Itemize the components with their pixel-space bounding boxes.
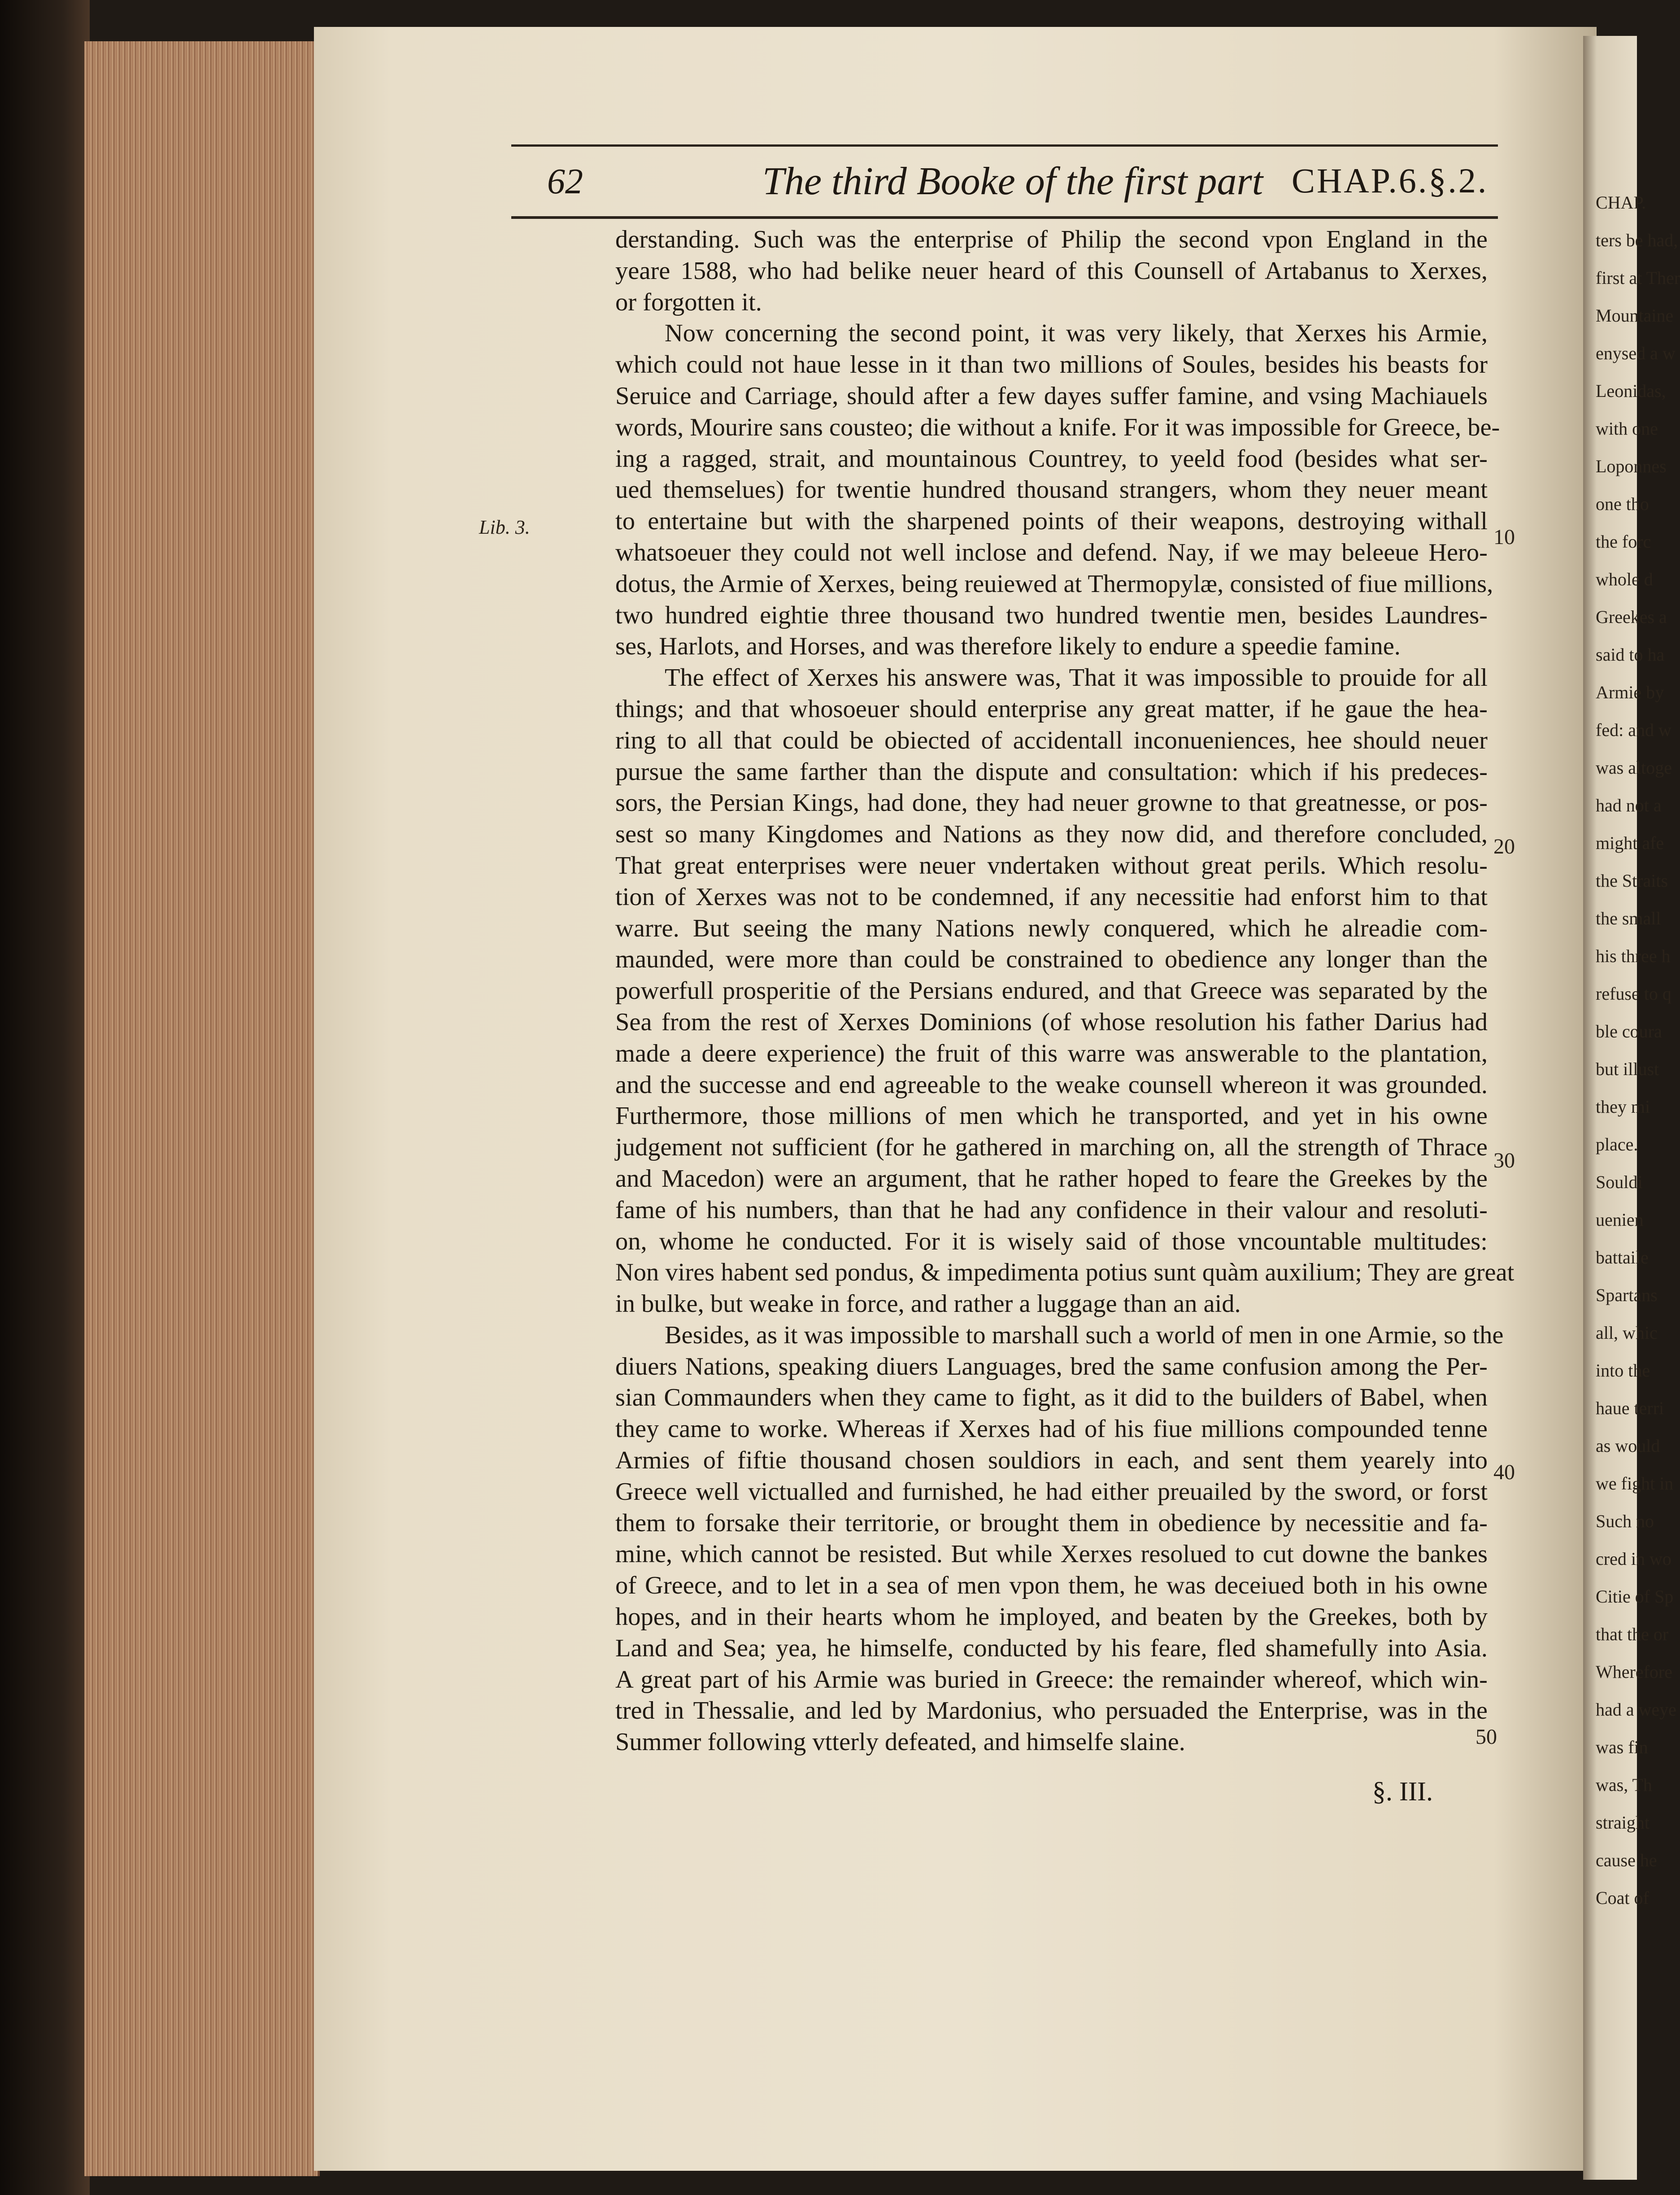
text-line: of Greece, and to let in a sea of men vpon them, he was deceiued both in his owne <box>615 1572 1488 1600</box>
facing-page-line: Souldi <box>1596 1172 1643 1192</box>
facing-page-line: the Straits <box>1596 871 1668 891</box>
text-line: Land and Sea; yea, he himselfe, conducted by his feare, fled shamefully into Asia. <box>615 1634 1488 1662</box>
text-line: ued themselues) for twentie hundred thousand strangers, whom they neuer meant <box>615 476 1488 504</box>
facing-page-line: had a weye <box>1596 1699 1676 1720</box>
text-line: tion of Xerxes was not to be condemned, if any necessitie had enforst him to that <box>615 883 1488 911</box>
text-line: pursue the same farther than the dispute and consultation: which if his predeces- <box>615 758 1488 786</box>
text-line: Non vires habent sed pondus, & impedimenta potius sunt quàm auxilium; They are great <box>615 1259 1515 1287</box>
text-line: to entertaine but with the sharpened points of their weapons, destroying withall <box>615 507 1488 536</box>
facing-page-line: was fin <box>1596 1737 1648 1757</box>
facing-page-line: enysed a w <box>1596 343 1676 363</box>
text-line: The effect of Xerxes his answere was, That it was impossible to prouide for all <box>665 664 1488 692</box>
text-line: Seruice and Carriage, should after a few dayes suffer famine, and vsing Machiauels <box>615 382 1488 410</box>
running-title: The third Booke of the first part <box>762 160 1263 203</box>
facing-page-line: had not a <box>1596 795 1662 815</box>
text-line: or forgotten it. <box>615 288 762 316</box>
facing-page-line: first at Ther <box>1596 268 1680 288</box>
text-line: mine, which cannot be resisted. But while Xerxes resolued to cut downe the bankes <box>615 1540 1488 1568</box>
text-line: Now concerning the second point, it was very likely, that Xerxes his Armie, <box>665 319 1488 348</box>
facing-page-line: haue terri <box>1596 1398 1664 1418</box>
text-line: hopes, and in their hearts whom he imployed, and beaten by the Greekes, both by <box>615 1603 1488 1631</box>
facing-page-line: uenien <box>1596 1210 1644 1230</box>
facing-page-line: into the <box>1596 1360 1650 1381</box>
facing-page-line: place. <box>1596 1134 1638 1154</box>
facing-page-line: with one <box>1596 418 1658 439</box>
facing-page-line: Wherefore <box>1596 1662 1672 1682</box>
facing-page-line: Spartans <box>1596 1285 1658 1305</box>
header-rule-bottom <box>511 216 1498 219</box>
facing-page-line: cred in wo <box>1596 1549 1671 1569</box>
text-line: and the successe and end agreeable to the weake counsell whereon it was grounded. <box>615 1071 1488 1099</box>
text-line: ses, Harlots, and Horses, and was therefore likely to endure a speedie famine. <box>615 632 1401 661</box>
running-header <box>511 152 1498 211</box>
text-line: maunded, were more than could be constrained to obedience any longer than the <box>615 945 1488 974</box>
text-line: which could not haue lesse in it than two millions of Soules, besides his beasts for <box>615 351 1488 379</box>
line-number-50: 50 <box>1475 1725 1497 1749</box>
facing-page-line: straight <box>1596 1812 1650 1833</box>
text-line: ring to all that could be obiected of accidentall inconueniences, hee should neuer <box>615 726 1488 754</box>
facing-page-line: the small <box>1596 908 1661 928</box>
facing-page-line: was, Th <box>1596 1775 1652 1795</box>
facing-page-line: fed: and w <box>1596 720 1671 740</box>
text-line: dotus, the Armie of Xerxes, being reuiewed at Thermopylæ, consisted of fiue millions, <box>615 570 1493 598</box>
text-line: sest so many Kingdomes and Nations as they now did, and therefore concluded, <box>615 820 1488 849</box>
facing-page-line: all, whic <box>1596 1323 1658 1343</box>
facing-page-line: battaile <box>1596 1247 1649 1267</box>
facing-page-line: refuse to q <box>1596 984 1671 1004</box>
facing-page-line: Leonidas, <box>1596 381 1666 401</box>
facing-page-line: whole d <box>1596 569 1653 589</box>
text-line: and Macedon) were an argument, that he rather hoped to feare the Greekes by the <box>615 1164 1488 1193</box>
text-line: two hundred eightie three thousand two hundred twentie men, besides Laundres- <box>615 601 1488 629</box>
facing-page-line: CHAP. <box>1596 192 1646 213</box>
text-line: tred in Thessalie, and led by Mardonius, who persuaded the Enterprise, was in the <box>615 1697 1488 1725</box>
chapter-reference: CHAP.6.§.2. <box>1292 161 1488 200</box>
facing-page-line: Loponnes <box>1596 456 1667 476</box>
line-number-40: 40 <box>1493 1460 1515 1484</box>
facing-page-line: said to ha <box>1596 645 1665 665</box>
page-block-edge <box>84 41 320 2176</box>
text-line: A great part of his Armie was buried in Greece: the remainder whereof, which win- <box>615 1665 1488 1694</box>
book-binding <box>0 0 90 2195</box>
facing-page-line: that the or <box>1596 1624 1669 1644</box>
facing-page-line: Coat of <box>1596 1888 1649 1908</box>
facing-page-line: might afe <box>1596 833 1664 853</box>
text-line: judgement not sufficient (for he gathered in marching on, all the strength of Thrace <box>615 1133 1488 1162</box>
facing-page-line: his three h <box>1596 946 1671 966</box>
text-line: in bulke, but weake in force, and rather a luggage than an aid. <box>615 1290 1241 1318</box>
text-line: they came to worke. Whereas if Xerxes had of his fiue millions compounded tenne <box>615 1415 1488 1443</box>
facing-page-text <box>1583 36 1680 1917</box>
text-line: whatsoeuer they could not well inclose and defend. Nay, if we may beleeue Hero- <box>615 538 1488 566</box>
facing-page-line: Greekes a <box>1596 607 1667 627</box>
facing-page-line: cause he <box>1596 1850 1657 1870</box>
facing-page-line: the forc <box>1596 531 1651 552</box>
facing-page-line: Citie of Sp <box>1596 1586 1674 1607</box>
margin-note: Lib. 3. <box>479 516 530 538</box>
facing-page-line: they mi <box>1596 1097 1650 1117</box>
line-number-10: 10 <box>1493 525 1515 549</box>
line-number-30: 30 <box>1493 1149 1515 1172</box>
facing-page-line: was altoge <box>1596 758 1672 778</box>
text-line: fame of his numbers, than that he had any confidence in their valour and resoluti- <box>615 1196 1488 1224</box>
line-number-20: 20 <box>1493 835 1515 858</box>
text-line: things; and that whosoeuer should enterprise any great matter, if he gaue the hea- <box>615 695 1488 723</box>
text-line: Besides, as it was impossible to marshall such a world of men in one Armie, so the <box>665 1321 1504 1349</box>
text-line: That great enterprises were neuer vndertaken without great perils. Which resolu- <box>615 851 1488 880</box>
text-line: on, whome he conducted. For it is wisely said of those vncountable multitudes: <box>615 1227 1488 1255</box>
facing-page-line: Such no <box>1596 1511 1654 1531</box>
facing-page-line: Armie by <box>1596 682 1664 702</box>
page-number: 62 <box>547 162 583 201</box>
facing-page-line: as would <box>1596 1436 1660 1456</box>
text-line: Summer following vtterly defeated, and himselfe slaine. <box>615 1728 1185 1756</box>
text-line: words, Mourire sans cousteo; die without a knife. For it was impossible for Greece, be- <box>615 413 1500 441</box>
facing-page-line: one tho <box>1596 494 1649 514</box>
facing-page-fragment <box>1583 36 1680 2180</box>
text-line: powerfull prosperitie of the Persians endured, and that Greece was separated by the <box>615 977 1488 1005</box>
text-line: Furthermore, those millions of men which he transported, and yet in his owne <box>615 1102 1488 1130</box>
facing-page-line: but illust <box>1596 1059 1659 1079</box>
text-line: derstanding. Such was the enterprise of Philip the second vpon England in the <box>615 226 1488 253</box>
facing-page-line: ble coura <box>1596 1021 1662 1041</box>
text-line: sors, the Persian Kings, had done, they had neuer growne to that greatnesse, or pos- <box>615 789 1488 817</box>
facing-page-line: ters be had, <box>1596 230 1678 250</box>
header-rule-top <box>511 144 1498 147</box>
text-line: warre. But seeing the many Nations newly conquered, which he alreadie com- <box>615 914 1488 942</box>
text-line: Sea from the rest of Xerxes Dominions (of whose resolution his father Darius had <box>615 1008 1488 1036</box>
facing-page-line: we fight in <box>1596 1473 1674 1494</box>
facing-page-line: Mountaine <box>1596 305 1674 326</box>
text-line: ing a ragged, strait, and mountainous Countrey, to yeeld food (besides what ser- <box>615 444 1488 473</box>
section-heading-next: §. III. <box>1372 1777 1433 1806</box>
text-line: Armies of fiftie thousand chosen souldiors in each, and sent them yearely into <box>615 1446 1488 1475</box>
text-line: yeare 1588, who had belike neuer heard of this Counsell of Artabanus to Xerxes, <box>615 257 1488 285</box>
text-line: them to forsake their territorie, or brought them in obedience by necessitie and fa- <box>615 1509 1488 1537</box>
text-line: diuers Nations, speaking diuers Languages, bred the same confusion among the Per- <box>615 1352 1488 1381</box>
text-line: Greece well victualled and furnished, he had either preuailed by the sword, or forst <box>615 1477 1488 1506</box>
text-line: sian Commaunders when they came to fight, as it did to the builders of Babel, when <box>615 1384 1488 1412</box>
text-line: made a deere experience) the fruit of this warre was answerable to the plantation, <box>615 1039 1488 1067</box>
